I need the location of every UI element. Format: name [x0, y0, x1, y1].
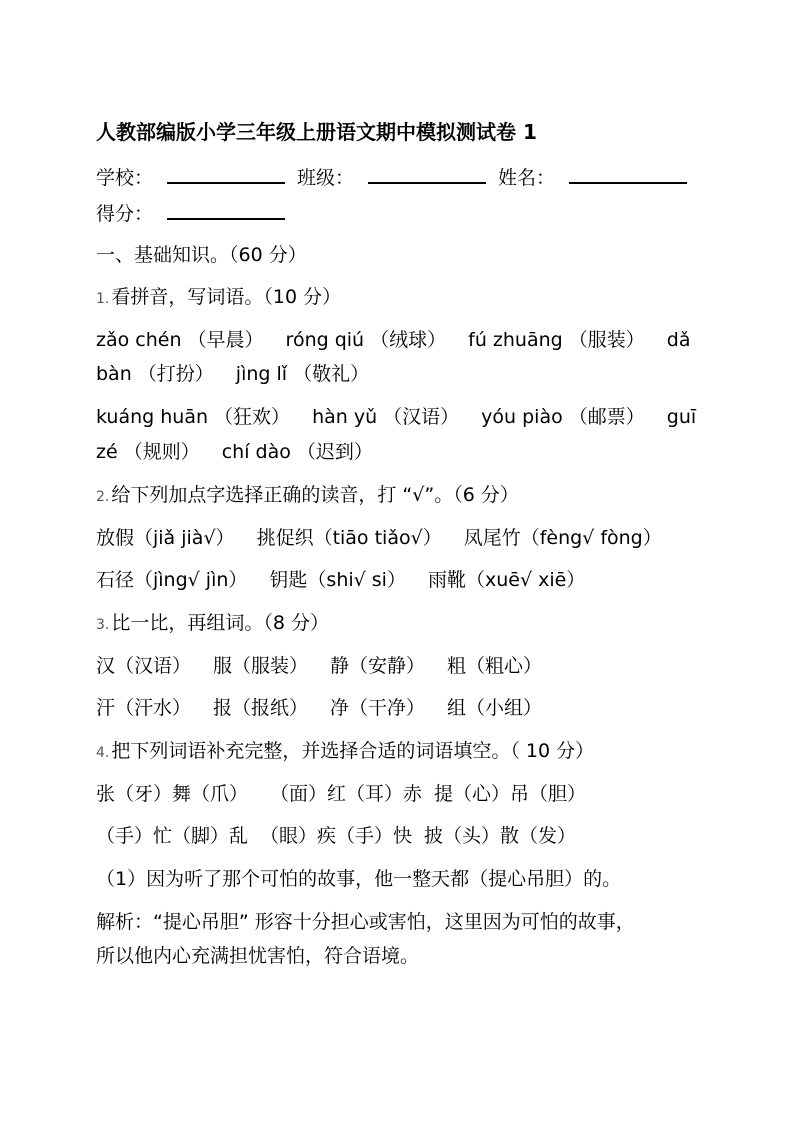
question-text: 看拼音，写词语。（10 分）	[111, 286, 342, 308]
class-blank	[368, 164, 486, 184]
analysis-line: 解析：“提心吊胆” 形容十分担心或害怕，这里因为可怕的故事，	[96, 911, 635, 933]
compare-item: 汉（汉语）	[96, 655, 192, 677]
pinyin-item: kuáng huān （狂欢）	[96, 406, 291, 428]
question-number: 1.	[96, 291, 110, 307]
pinyin-item: jìng lǐ （敬礼）	[235, 363, 370, 385]
compare-row	[96, 654, 706, 678]
section-heading: 一、基础知识。（60 分）	[96, 244, 307, 266]
pinyin-row	[96, 405, 706, 429]
question-3-prompt	[96, 611, 706, 637]
idiom-item: （手）忙（脚）乱	[96, 825, 249, 847]
name-label: 姓名：	[498, 167, 556, 189]
compare-row	[96, 696, 706, 720]
pinyin-row	[96, 328, 706, 352]
idiom-item: （眼）疾（手）快	[260, 825, 413, 847]
class-label: 班级：	[297, 167, 355, 189]
question-text: 比一比，再组词。（8 分）	[111, 612, 329, 634]
score-label: 得分：	[96, 203, 154, 225]
pinyin-row	[96, 362, 706, 386]
pinyin-item: bàn （打扮）	[96, 363, 214, 385]
reading-item: 放假（jiǎ jià√）	[96, 527, 235, 549]
idiom-item: （面）红（耳）赤	[270, 783, 423, 805]
question-4-prompt	[96, 739, 706, 765]
pinyin-row	[96, 440, 706, 464]
reading-row	[96, 568, 706, 592]
name-blank	[569, 164, 687, 184]
reading-item: 凤尾竹（fèng√ fòng）	[463, 527, 662, 549]
pinyin-item: zé （规则）	[96, 441, 200, 463]
sub-question-1: （1）因为听了那个可怕的故事，他一整天都（提心吊胆）的。	[96, 868, 622, 890]
analysis-line: 所以他内心充满担忧害怕，符合语境。	[96, 945, 420, 967]
compare-item: 净（干净）	[330, 697, 426, 719]
pinyin-item: yóu piào （邮票）	[481, 406, 645, 428]
pinyin-item: guī	[666, 406, 697, 428]
school-blank	[167, 164, 285, 184]
idiom-row	[96, 824, 706, 848]
reading-item: 挑促织（tiāo tiǎo√）	[256, 527, 442, 549]
compare-item: 组（小组）	[447, 697, 543, 719]
reading-item: 钥匙（shi√ si）	[269, 569, 406, 591]
idiom-row	[96, 782, 706, 806]
compare-item: 服（服装）	[213, 655, 309, 677]
idiom-item: 张（牙）舞（爪）	[96, 783, 249, 805]
pinyin-item: zǎo chén （早晨）	[96, 329, 264, 351]
question-number: 2.	[96, 489, 110, 505]
compare-item: 静（安静）	[330, 655, 426, 677]
pinyin-item: dǎ	[666, 329, 691, 351]
reading-row	[96, 526, 706, 550]
question-number: 3.	[96, 617, 110, 633]
header-fields-row	[96, 164, 706, 190]
school-label: 学校：	[96, 167, 154, 189]
question-text: 给下列加点字选择正确的读音，打 “√”。（6 分）	[111, 484, 519, 506]
page-title: 人教部编版小学三年级上册语文期中模拟测试卷 1	[96, 120, 537, 144]
idiom-item: 提（心）吊（胆）	[434, 783, 587, 805]
reading-item: 雨靴（xuē√ xiē）	[427, 569, 586, 591]
pinyin-item: chí dào （迟到）	[221, 441, 373, 463]
compare-item: 汗（汗水）	[96, 697, 192, 719]
reading-item: 石径（jìng√ jìn）	[96, 569, 248, 591]
score-field-row	[96, 200, 706, 226]
score-blank	[167, 200, 285, 220]
compare-item: 粗（粗心）	[447, 655, 543, 677]
question-1-prompt	[96, 285, 706, 311]
question-text: 把下列词语补充完整，并选择合适的词语填空。（ 10 分）	[111, 740, 595, 762]
idiom-item: 披（头）散（发）	[424, 825, 577, 847]
pinyin-item: hàn yǔ （汉语）	[312, 406, 460, 428]
pinyin-item: fú zhuāng （服装）	[468, 329, 645, 351]
pinyin-item: róng qiú （绒球）	[285, 329, 447, 351]
question-2-prompt	[96, 483, 706, 509]
compare-item: 报（报纸）	[213, 697, 309, 719]
question-number: 4.	[96, 745, 110, 761]
